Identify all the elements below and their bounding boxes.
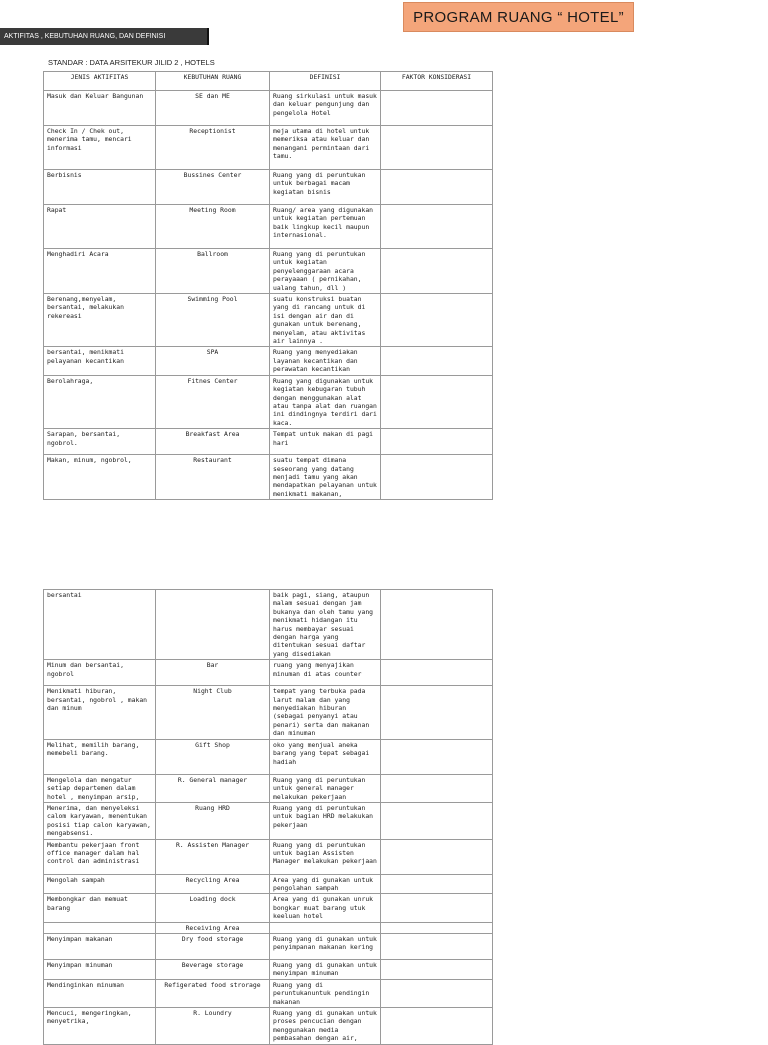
header-faktor-konsiderasi: FAKTOR KONSIDERASI [381, 72, 493, 91]
room-cell: Receptionist [156, 126, 270, 170]
definition-cell: Ruang yang di gunakan untuk penyimpanan makanan kering [270, 933, 381, 959]
room-cell [156, 590, 270, 660]
definition-cell: Ruang yang di gunakan untuk proses pencucian dengan menggunakan media pembasahan dengan air, [270, 1008, 381, 1045]
definition-cell: Ruang yang di peruntukanuntuk pendingin makanan [270, 979, 381, 1007]
room-cell: Recycling Area [156, 874, 270, 894]
table-row [44, 686, 493, 739]
room-cell: Receiving Area [156, 922, 270, 933]
consideration-cell [381, 590, 493, 660]
activity-cell: Menyimpan minuman [44, 959, 156, 979]
consideration-cell [381, 839, 493, 874]
definition-cell: Ruang yang di peruntukan untuk bagian HRD melakukan pekerjaan [270, 802, 381, 839]
definition-cell: Area yang di gunakan unruk bongkar muat barang utuk keeluan hotel [270, 894, 381, 922]
room-cell: Restaurant [156, 455, 270, 500]
definition-cell: Ruang yang di peruntukan untuk kegiatan penyelenggaraan acara perayaaan ( pernikahan, ualang tahun, dll ) [270, 249, 381, 294]
room-cell: Meeting Room [156, 205, 270, 249]
activity-cell: bersantai [44, 590, 156, 660]
table-row [44, 933, 493, 959]
consideration-cell [381, 91, 493, 126]
table-row [44, 774, 493, 802]
header-kebutuhan-ruang: KEBUTUHAN RUANG [156, 72, 270, 91]
activity-cell: bersantai, menikmati pelayanan kecantikan [44, 347, 156, 375]
room-cell: SPA [156, 347, 270, 375]
consideration-cell [381, 739, 493, 774]
consideration-cell [381, 347, 493, 375]
definition-cell: meja utama di hotel untuk memeriksa atau keluar dan menangani permintaan dari tamu. [270, 126, 381, 170]
activity-cell: Menikmati hiburan, bersantai, ngobrol , makan dan minum [44, 686, 156, 739]
table-row [44, 802, 493, 839]
table-row [44, 375, 493, 428]
table-row [44, 660, 493, 686]
activity-cell: Membantu pekerjaan front office manager dalam hal control dan administrasi [44, 839, 156, 874]
activity-cell: Mengolah sampah [44, 874, 156, 894]
table-row [44, 739, 493, 774]
definition-cell: tempat yang terbuka pada larut malam dan yang menyediakan hiburan (sebagai penyanyi atau penari) serta dan makanan dan minuman [270, 686, 381, 739]
activity-cell: Berolahraga, [44, 375, 156, 428]
program-table-top [43, 71, 493, 500]
consideration-cell [381, 170, 493, 205]
consideration-cell [381, 959, 493, 979]
room-cell: R. Assisten Manager [156, 839, 270, 874]
definition-cell: Ruang/ area yang digunakan untuk kegiatan pertemuan baik lingkup kecil maupun internasional. [270, 205, 381, 249]
definition-cell: Ruang yang di peruntukan untuk berbagai macam kegiatan bisnis [270, 170, 381, 205]
table-row [44, 1008, 493, 1045]
table-row [44, 126, 493, 170]
definition-cell: Ruang yang digunakan untuk kegiatan kebugaran tubuh dengan menggunakan alat atau tanpa alat dan ruangan ini dindingnya terdiri dari kaca. [270, 375, 381, 428]
consideration-cell [381, 774, 493, 802]
definition-cell: Ruang yang di peruntukan untuk bagian Assisten Manager melakukan pekerjaan [270, 839, 381, 874]
consideration-cell [381, 1008, 493, 1045]
activity-cell: Berenang,menyelam, bersantai, melakukan rekereasi [44, 294, 156, 347]
activity-cell: Menyimpan makanan [44, 933, 156, 959]
consideration-cell [381, 455, 493, 500]
room-cell: Fitnes Center [156, 375, 270, 428]
program-table-bottom [43, 589, 493, 1045]
definition-cell: Area yang di gunakan untuk pengolahan sampah [270, 874, 381, 894]
activity-cell: Check In / Chek out, menerima tamu, mencari informasi [44, 126, 156, 170]
section-tab[interactable]: AKTIFITAS , KEBUTUHAN RUANG, DAN DEFINISI [0, 28, 209, 45]
table-row [44, 874, 493, 894]
consideration-cell [381, 126, 493, 170]
consideration-cell [381, 660, 493, 686]
activity-cell: Mendinginkan minuman [44, 979, 156, 1007]
consideration-cell [381, 205, 493, 249]
definition-cell: Ruang yang menyediakan layanan kecantikan dan perawatan kecantikan [270, 347, 381, 375]
activity-cell: Mengelola dan mengatur setiap departemen dalam hotel , menyimpan arsip, [44, 774, 156, 802]
standard-reference: STANDAR : DATA ARSITEKUR JILID 2 , HOTELS [48, 58, 215, 67]
consideration-cell [381, 375, 493, 428]
activity-cell [44, 922, 156, 933]
room-cell: Swimming Pool [156, 294, 270, 347]
activity-cell: Sarapan, bersantai, ngobrol. [44, 429, 156, 455]
consideration-cell [381, 294, 493, 347]
room-cell: Bar [156, 660, 270, 686]
table-row [44, 455, 493, 500]
consideration-cell [381, 979, 493, 1007]
definition-cell: suatu tempat dimana seseorang yang datang menjadi tamu yang akan mendapatkan pelayanan untuk menikmati makanan, [270, 455, 381, 500]
room-cell: SE dan ME [156, 91, 270, 126]
definition-cell: baik pagi, siang, ataupun malam sesuai dengan jam bukanya dan oleh tamu yang menikmati hidangan itu harus membayar sesuai dengan harga yang ditentukan sesuai daftar yang disediakan [270, 590, 381, 660]
consideration-cell [381, 922, 493, 933]
activity-cell: Menghadiri Acara [44, 249, 156, 294]
consideration-cell [381, 249, 493, 294]
room-cell: Refigerated food strorage [156, 979, 270, 1007]
room-cell: Ballroom [156, 249, 270, 294]
room-cell: Breakfast Area [156, 429, 270, 455]
room-cell: Dry food storage [156, 933, 270, 959]
definition-cell: Tempat untuk makan di pagi hari [270, 429, 381, 455]
room-cell: Night Club [156, 686, 270, 739]
table-header-row [44, 72, 493, 91]
room-cell: Bussines Center [156, 170, 270, 205]
page-title: PROGRAM RUANG “ HOTEL” [403, 2, 634, 32]
table-row [44, 91, 493, 126]
activity-cell: Melihat, memilih barang, memebeli barang. [44, 739, 156, 774]
table-row [44, 249, 493, 294]
room-cell: Gift Shop [156, 739, 270, 774]
consideration-cell [381, 874, 493, 894]
activity-cell: Makan, minum, ngobrol, [44, 455, 156, 500]
definition-cell: ruang yang menyajikan minuman di atas counter [270, 660, 381, 686]
consideration-cell [381, 933, 493, 959]
definition-cell [270, 922, 381, 933]
definition-cell: Ruang yang di gunakan untuk menyimpan minuman [270, 959, 381, 979]
table-row [44, 839, 493, 874]
consideration-cell [381, 802, 493, 839]
table-row [44, 590, 493, 660]
consideration-cell [381, 894, 493, 922]
activity-cell: Menerima, dan menyeleksi calom karyawan, menentukan posisi tiap calon karyawan, mengabsensi. [44, 802, 156, 839]
activity-cell: Berbisnis [44, 170, 156, 205]
activity-cell: Membongkar dan memuat barang [44, 894, 156, 922]
activity-cell: Mencuci, mengeringkan, menyetrika, [44, 1008, 156, 1045]
definition-cell: Ruang sirkulasi untuk masuk dan keluar pengunjung dan pengelola Hotel [270, 91, 381, 126]
room-cell: R. Loundry [156, 1008, 270, 1045]
room-cell: R. General manager [156, 774, 270, 802]
table-row [44, 170, 493, 205]
activity-cell: Rapat [44, 205, 156, 249]
table-row [44, 979, 493, 1007]
table-row [44, 429, 493, 455]
table-row [44, 894, 493, 922]
activity-cell: Masuk dan Keluar Bangunan [44, 91, 156, 126]
definition-cell: suatu konstruksi buatan yang di rancang untuk di isi dengan air dan di gunakan untuk berenang, menyelam, atau aktivitas air lainnya . [270, 294, 381, 347]
header-jenis-aktifitas: JENIS AKTIFITAS [44, 72, 156, 91]
table-row [44, 294, 493, 347]
room-cell: Beverage storage [156, 959, 270, 979]
consideration-cell [381, 686, 493, 739]
definition-cell: Ruang yang di peruntukan untuk general manager melakukan pekerjaan [270, 774, 381, 802]
table-row [44, 347, 493, 375]
room-cell: Ruang HRD [156, 802, 270, 839]
activity-cell: Minum dan bersantai, ngobrol [44, 660, 156, 686]
table-row [44, 922, 493, 933]
table-row [44, 959, 493, 979]
consideration-cell [381, 429, 493, 455]
room-cell: Loading dock [156, 894, 270, 922]
definition-cell: oko yang menjual aneka barang yang tepat sebagai hadiah [270, 739, 381, 774]
table-row [44, 205, 493, 249]
header-definisi: DEFINISI [270, 72, 381, 91]
